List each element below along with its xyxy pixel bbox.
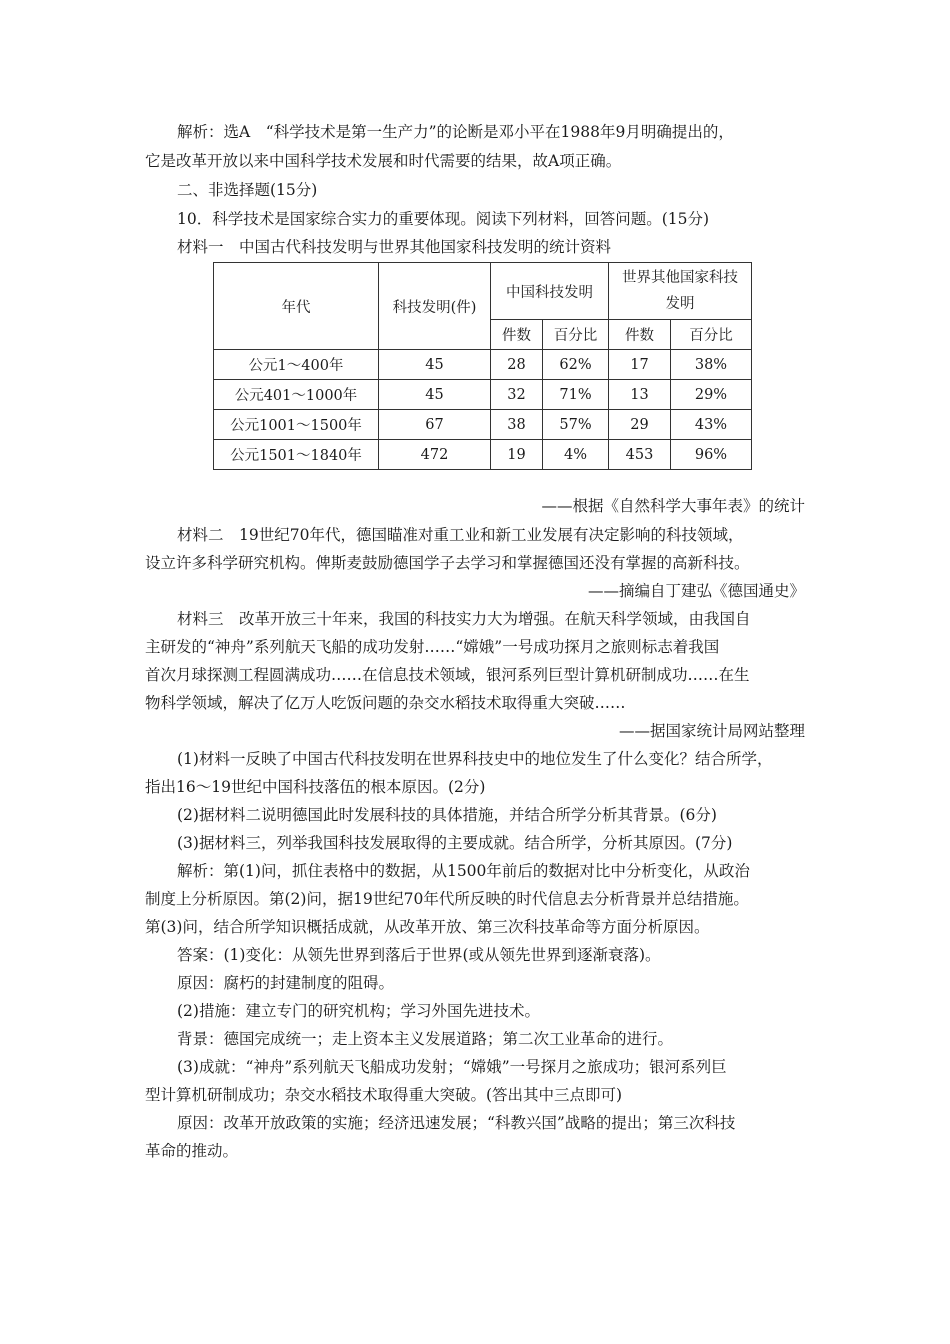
- cell-china-percent: 4%: [543, 440, 609, 470]
- analysis-2-line-2: 制度上分析原因。第(2)问，据19世纪70年代所反映的时代信息去分析背景并总结措施。: [145, 890, 749, 908]
- table-row: [214, 380, 752, 410]
- answer-2-measures: (2)措施：建立专门的研究机构；学习外国先进技术。: [177, 1002, 540, 1020]
- material-3-line-2: 主研发的“神舟”系列航天飞船的成功发射……“嫦娥”一号成功探月之旅则标志着我国: [145, 638, 720, 656]
- answer-3-reason-2: 革命的推动。: [145, 1142, 239, 1160]
- material-3-line-1: 材料三 改革开放三十年来，我国的科技实力大为增强。在航天科学领域，由我国自: [177, 610, 751, 628]
- header-inventions: 科技发明(件): [379, 263, 491, 350]
- answer-3-reason-1: 原因：改革开放政策的实施；经济迅速发展；“科教兴国”战略的提出；第三次科技: [177, 1114, 736, 1132]
- material-3-line-3: 首次月球探测工程圆满成功……在信息技术领域，银河系列巨型计算机研制成功……在生: [145, 666, 750, 684]
- header-world-percent: 百分比: [670, 320, 751, 350]
- analysis-2-line-1: 解析：第(1)问，抓住表格中的数据，从1500年前后的数据对比中分析变化，从政治: [177, 862, 750, 880]
- cell-era: 公元1501～1840年: [214, 440, 379, 470]
- answer-3-achievements-1: (3)成就：“神舟”系列航天飞船成功发射；“嫦娥”一号探月之旅成功；银河系列巨: [177, 1058, 727, 1076]
- cell-china-percent: 62%: [543, 350, 609, 380]
- analysis-line-1: 解析：选A “科学技术是第一生产力”的论断是邓小平在1988年9月明确提出的，: [177, 123, 734, 141]
- header-world: 世界其他国家科技发明: [609, 263, 752, 320]
- question-2: (2)据材料二说明德国此时发展科技的具体措施，并结合所学分析其背景。(6分): [177, 806, 717, 824]
- material-2-line-1: 材料二 19世纪70年代，德国瞄准对重工业和新工业发展有决定影响的科技领域，: [177, 526, 744, 544]
- answer-3-achievements-2: 型计算机研制成功；杂交水稻技术取得重大突破。(答出其中三点即可): [145, 1086, 623, 1104]
- cell-era: 公元401～1000年: [214, 380, 379, 410]
- cell-world-percent: 43%: [670, 410, 751, 440]
- table-row: [214, 410, 752, 440]
- source-note-1: ——根据《自然科学大事年表》的统计: [541, 497, 805, 515]
- answer-2-background: 背景：德国完成统一；走上资本主义发展道路；第二次工业革命的进行。: [177, 1030, 674, 1048]
- material-1-title: 材料一 中国古代科技发明与世界其他国家科技发明的统计资料: [177, 238, 612, 256]
- cell-world-count: 17: [609, 350, 671, 380]
- question-10-stem: 10．科学技术是国家综合实力的重要体现。阅读下列材料，回答问题。(15分): [177, 210, 710, 228]
- cell-china-count: 28: [491, 350, 543, 380]
- header-china-percent: 百分比: [543, 320, 609, 350]
- invention-statistics-table: [213, 262, 752, 470]
- cell-era: 公元1～400年: [214, 350, 379, 380]
- cell-world-percent: 29%: [670, 380, 751, 410]
- analysis-line-2: 它是改革开放以来中国科学技术发展和时代需要的结果，故A项正确。: [145, 152, 622, 170]
- cell-total: 67: [379, 410, 491, 440]
- cell-world-percent: 96%: [670, 440, 751, 470]
- cell-china-percent: 71%: [543, 380, 609, 410]
- cell-china-count: 38: [491, 410, 543, 440]
- analysis-2-line-3: 第(3)问，结合所学知识概括成就，从改革开放、第三次科技革命等方面分析原因。: [145, 918, 710, 936]
- table-row: [214, 350, 752, 380]
- header-china-count: 件数: [491, 320, 543, 350]
- material-2-line-2: 设立许多科学研究机构。俾斯麦鼓励德国学子去学习和掌握德国还没有掌握的高新科技。: [145, 554, 750, 572]
- header-era: 年代: [214, 263, 379, 350]
- cell-world-count: 13: [609, 380, 671, 410]
- material-3-line-4: 物科学领域，解决了亿万人吃饭问题的杂交水稻技术取得重大突破……: [145, 694, 626, 712]
- cell-world-percent: 38%: [670, 350, 751, 380]
- cell-china-percent: 57%: [543, 410, 609, 440]
- question-1-line-1: (1)材料一反映了中国古代科技发明在世界科技史中的地位发生了什么变化？结合所学，: [177, 750, 773, 768]
- source-note-3: ——据国家统计局网站整理: [618, 722, 805, 740]
- source-note-2: ——摘编自丁建弘《德国通史》: [587, 582, 805, 600]
- cell-china-count: 19: [491, 440, 543, 470]
- answer-1-change: 答案：(1)变化：从领先世界到落后于世界(或从领先世界到逐渐衰落)。: [177, 946, 661, 964]
- cell-total: 45: [379, 380, 491, 410]
- question-1-line-2: 指出16～19世纪中国科技落伍的根本原因。(2分): [145, 778, 486, 796]
- cell-world-count: 29: [609, 410, 671, 440]
- question-3: (3)据材料三，列举我国科技发展取得的主要成就。结合所学，分析其原因。(7分): [177, 834, 733, 852]
- cell-total: 45: [379, 350, 491, 380]
- header-china: 中国科技发明: [491, 263, 609, 320]
- header-world-count: 件数: [609, 320, 671, 350]
- table-row: [214, 440, 752, 470]
- answer-1-reason: 原因：腐朽的封建制度的阻碍。: [177, 974, 395, 992]
- section-heading: 二、非选择题(15分): [177, 181, 318, 199]
- cell-total: 472: [379, 440, 491, 470]
- cell-era: 公元1001～1500年: [214, 410, 379, 440]
- cell-china-count: 32: [491, 380, 543, 410]
- cell-world-count: 453: [609, 440, 671, 470]
